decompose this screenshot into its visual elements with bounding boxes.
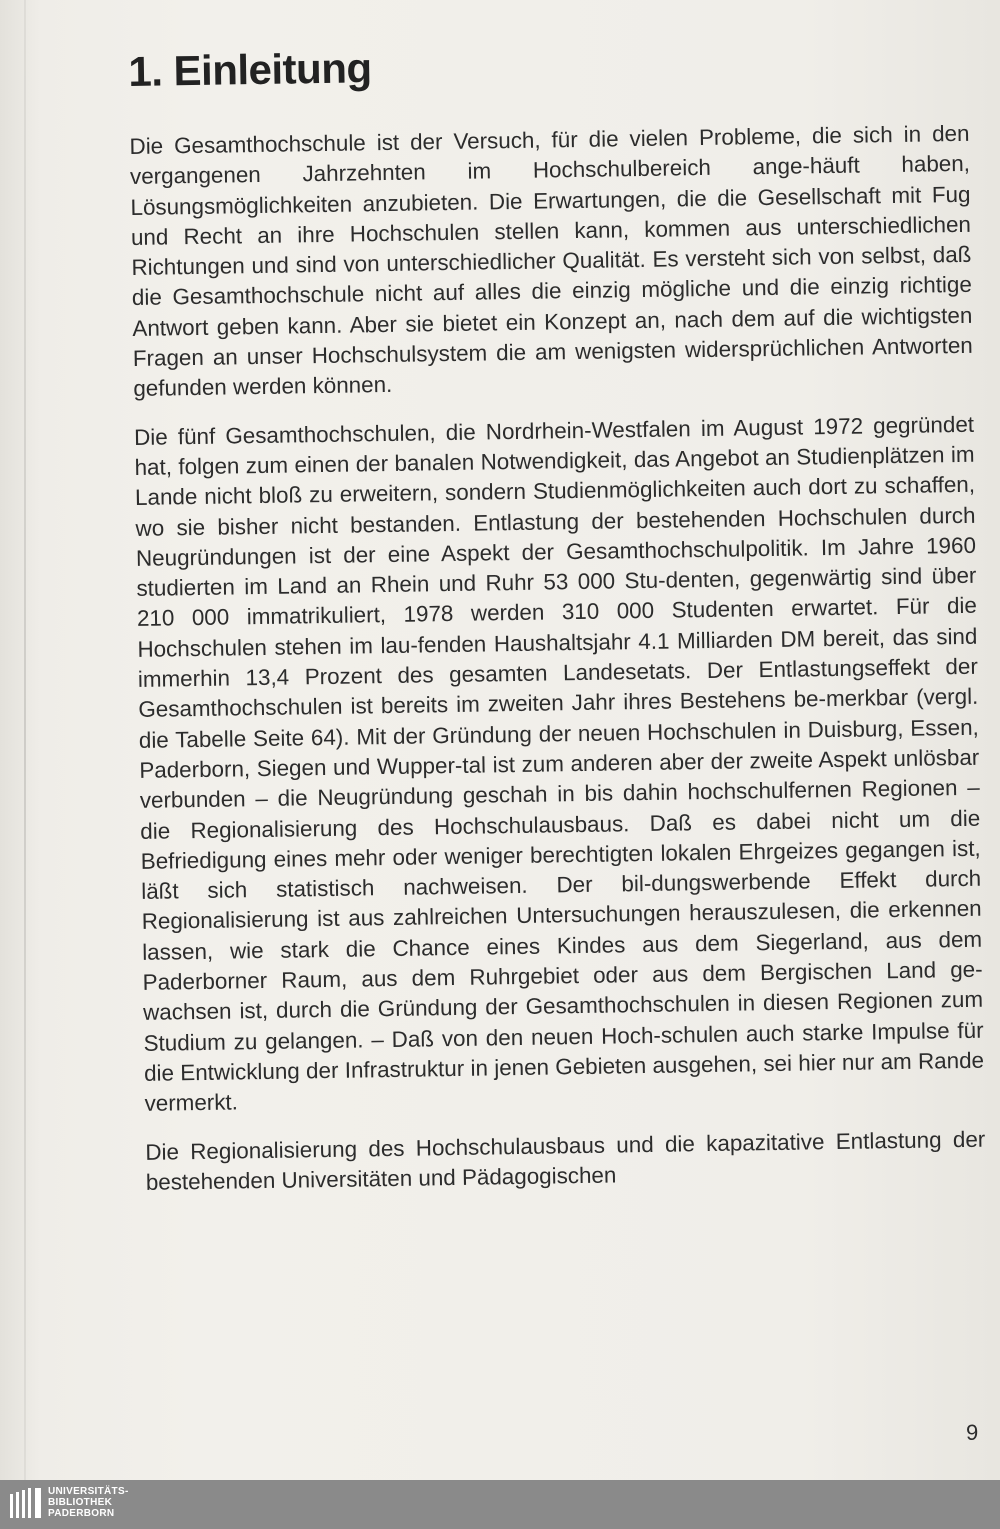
library-name [48,1486,129,1519]
library-name-line-3: PADERBORN [48,1508,115,1519]
paragraph-2: Die fünf Gesamthochschulen, die Nordrhein-Westfalen im August 1972 gegründet hat, folgen zum einen der banalen Notwendigkeit, das Angebot an Studienplätzen im Lande nicht bloß zu erweitern, sondern Studienmöglichkeiten auch dort zu schaffen, wo sie bisher nicht bestanden. Entlastung der bestehenden Hochschulen durch Neugründungen ist der eine Aspekt der Gesamthochschulpolitik. Im Jahre 1960 studierten im Land an Rhein und Ruhr 53 000 Stu-denten, gegenwärtig sind über 210 000 immatrikuliert, 1978 werden 310 000 Studenten erwartet. Für die Hochschulen stehen im lau-fenden Haushaltsjahr 4.1 Milliarden DM bereit, das sind immerhin 13,4 Prozent des gesamten Landesetats. Der Entlastungseffekt der Gesamthochschulen ist bereits im zweiten Jahr ihres Bestehens be-merkbar (vergl. die Tabelle Seite 64). Mit der Gründung der neuen Hochschulen in Duisburg, Essen, Paderborn, Siegen und Wupper-tal ist zum anderen aber der zweite Aspekt unlösbar verbunden – die Neugründung geschah in bis dahin hochschulfernen Regionen – die Regionalisierung des Hochschulausbaus. Daß es dabei nicht um die Befriedigung eines mehr oder weniger berechtigten lokalen Ehrgeizes gegangen ist, läßt sich statistisch nachweisen. Der bil-dungswerbende Effekt durch Regionalisierung ist aus zahlreichen Untersuchungen herauszulesen, die erkennen lassen, wie stark die Chance eines Kindes aus dem Siegerland, aus dem Paderborner Raum, aus dem Ruhrgebiet oder aus dem Bergischen Land ge-wachsen ist, durch die Gründung der Gesamthochschulen in diesen Regionen zum Studium zu gelangen. – Daß von den neuen Hoch-schulen auch starke Impulse für die Entwicklung der Infrastruktur in jenen Gebieten ausgehen, sei hier nur am Rande vermerkt. [133,411,985,1117]
library-name-line-2: BIBLIOTHEK [48,1497,113,1508]
library-logo-icon [8,1488,44,1522]
page-content [128,35,986,1216]
page-number: 9 [966,1420,979,1445]
library-name-line-1: UNIVERSITÄTS- [48,1486,129,1497]
page-gutter-shadow [24,0,26,1480]
chapter-heading: 1. Einleitung [128,44,372,95]
paragraph-1: Die Gesamthochschule ist der Versuch, für die vielen Probleme, die sich in den vergangenen Jahrzehnten im Hochschulbereich ange-häuft haben, Lösungsmöglichkeiten anzubieten. Die Erwartungen, die die Gesellschaft mit Fug und Recht an ihre Hochschulen stellen kann, kommen aus unterschiedlichen Richtungen und sind von unterschiedlicher Qualität. Es versteht sich von selbst, daß die Gesamthochschule nicht auf alles die einzig mögliche und die einzig richtige Antwort geben kann. Aber sie bietet ein Konzept an, nach dem auf die wichtigsten Fragen an unser Hochschulsystem die am wenigsten widersprüchlichen Antworten gefunden werden können. [129,120,973,402]
paragraph-3: Die Regionalisierung des Hochschulausbaus und die kapazitative Entlastung der bestehenden Universitäten und Pädagogischen [145,1126,986,1195]
library-footer-bar [0,1480,1000,1529]
